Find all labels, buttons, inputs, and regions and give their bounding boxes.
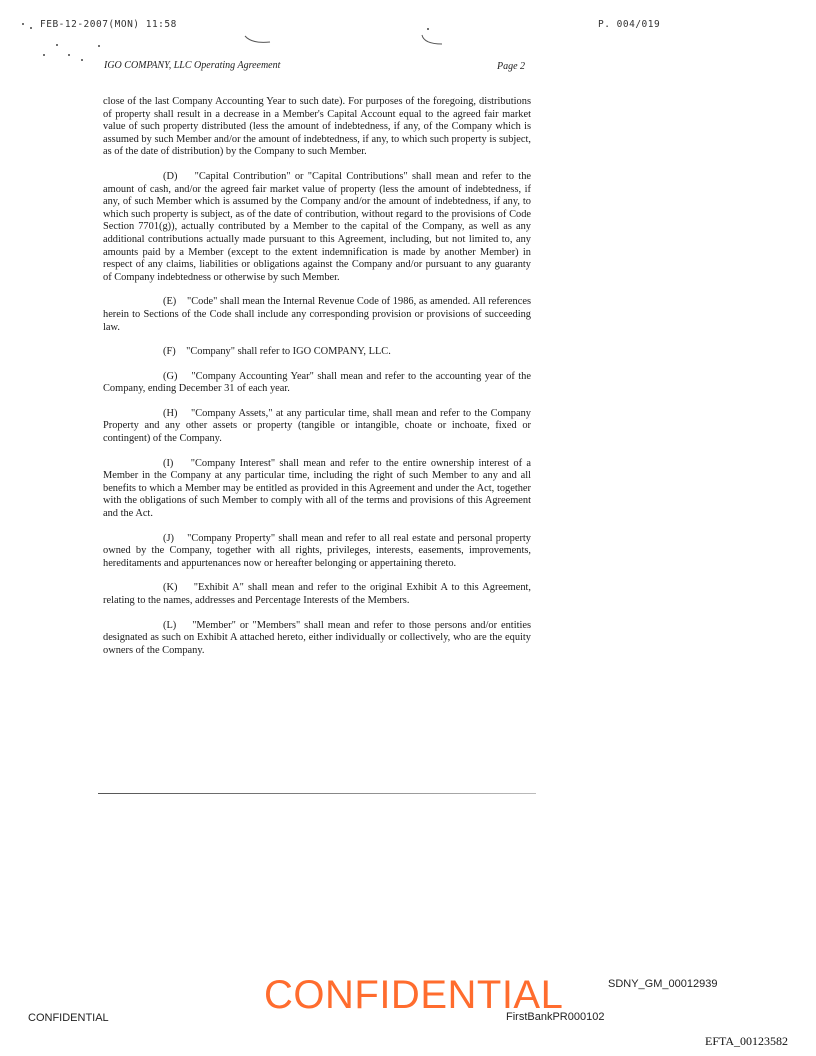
- bates-number-sdny: SDNY_GM_00012939: [608, 978, 718, 990]
- fax-page-number: P. 004/019: [598, 19, 661, 30]
- page-number: Page 2: [497, 61, 526, 72]
- paragraph-l: (L) "Member" or "Members" shall mean and refer to those persons and/or entities designated as such on Exhibit A attached hereto, either individually or collectively, who are the equity owners of the Company.: [103, 619, 532, 656]
- paragraph-label: (L): [163, 619, 177, 631]
- scan-speck: [43, 54, 45, 56]
- scan-mark: [244, 33, 272, 47]
- efta-number: EFTA_00123582: [705, 1034, 789, 1048]
- scan-speck: [22, 23, 24, 25]
- paragraph-label: (F): [163, 346, 176, 358]
- scan-speck: [68, 54, 70, 56]
- scan-speck: [98, 45, 100, 47]
- paragraph-label: (D): [163, 170, 178, 182]
- scan-mark: [420, 34, 444, 48]
- scan-speck: [30, 27, 32, 29]
- document-title: IGO COMPANY, LLC Operating Agreement: [104, 60, 281, 71]
- scan-speck: [427, 28, 429, 30]
- paragraph-label: (E): [163, 296, 177, 308]
- paragraph-e: (E) "Code" shall mean the Internal Revenue Code of 1986, as amended. All references herein to Sections of the Code shall include any corresponding provision or provisions of succeeding law.: [103, 296, 531, 333]
- paragraph-d: (D) "Capital Contribution" or "Capital Contributions" shall mean and refer to the amount of cash, and/or the agreed fair market value of property (less the amount of indebtedness, if any, of such Member which is assumed by the Company and/or the amount of indebtedness, if any, to which such property is subject, as of the date of contribution, without regard to the provisions of Code Section 7701(g)), actually contributed by a Member to the capital of the Company, as well as any additional contributions actually made pursuant to this Agreement, including, but not limited to, any amounts paid by a Member (except to the extent indemnification is made by another Member) in respect of any claims, liabilities or obligations against the Company and/or pursuant to any guaranty of Company indebtedness or otherwise by such Member.: [103, 170, 532, 283]
- confidential-label: CONFIDENTIAL: [28, 1012, 109, 1024]
- paragraph-continuation: close of the last Company Accounting Year to such date). For purposes of the foregoing, distributions of property shall result in a decrease in a Member's Capital Account equal to the agreed fair market value of such property distributed (less the amount of indebtedness, if any, of the Company which is assumed by such Member and/or the amount of indebtedness, if any, to which such property is subject, as of the date of distribution) by the Company to such Member.: [103, 96, 531, 158]
- bates-number-firstbank: FirstBankPR000102: [506, 1011, 605, 1023]
- document-body: [103, 96, 531, 669]
- paragraph-g: (G) "Company Accounting Year" shall mean and refer to the accounting year of the Company, ending December 31 of each year.: [103, 370, 531, 395]
- paragraph-label: (H): [163, 407, 178, 419]
- paragraph-i: (I) "Company Interest" shall mean and refer to the entire ownership interest of a Member in the Company at any particular time, including the right of such Member to any and all benefits to which a Member may be entitled as provided in this Agreement and under the Act, together with the obligations of such Member to comply with all of the terms and provisions of this Agreement and the Act.: [103, 457, 531, 520]
- confidential-stamp: CONFIDENTIAL: [264, 973, 564, 1017]
- paragraph-f: (F) "Company" shall refer to IGO COMPANY, LLC.: [103, 346, 531, 359]
- scan-speck: [81, 59, 83, 61]
- scan-rule-line: [98, 793, 536, 794]
- paragraph-j: (J) "Company Property" shall mean and refer to all real estate and personal property owned by the Company, together with all rights, privileges, interests, easements, improvements, hereditaments and appurtenances now or hereafter belonging or appertaining thereto.: [103, 532, 532, 569]
- paragraph-k: (K) "Exhibit A" shall mean and refer to the original Exhibit A to this Agreement, relating to the names, addresses and Percentage Interests of the Members.: [103, 582, 531, 606]
- paragraph-h: (H) "Company Assets," at any particular time, shall mean and refer to the Company Property and any other assets or property (tangible or intangible, choate or inchoate, fixed or contingent) of the Company.: [103, 407, 531, 445]
- paragraph-label: (G): [163, 370, 178, 382]
- paragraph-label: (J): [163, 532, 174, 544]
- paragraph-label: (I): [163, 457, 174, 469]
- scan-speck: [56, 44, 58, 46]
- fax-header-datetime: FEB-12-2007(MON) 11:58: [40, 19, 177, 30]
- paragraph-label: (K): [163, 582, 178, 594]
